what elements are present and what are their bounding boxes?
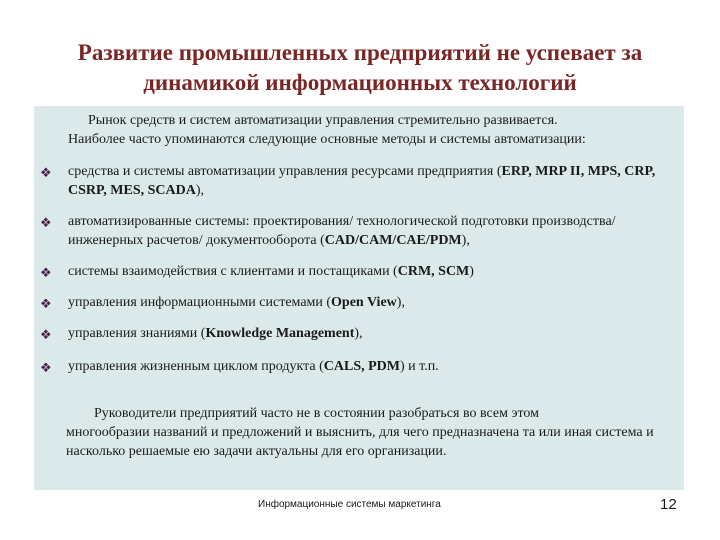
diamond-bullet-icon: ❖ (40, 265, 52, 280)
title-line-2: динамикой информационных технологий (143, 70, 577, 95)
list-item: ❖ управления жизненным циклом продукта (CALS, PDM) и т.п. (40, 359, 439, 375)
diamond-bullet-icon: ❖ (40, 360, 52, 375)
list-item: ❖ управления информационными системами (Open View), (40, 295, 405, 311)
intro-line-2: Наиболее часто упоминаются следующие основные методы и системы автоматизации: (68, 132, 586, 147)
conclusion-line-1: Руководители предприятий часто не в состоянии разобраться во всем этом (94, 406, 539, 421)
list-item: ❖ управления знаниями (Knowledge Management), (40, 326, 363, 342)
footer-text: Информационные системы маркетинга (258, 499, 441, 510)
content-panel (34, 106, 684, 490)
list-item: ❖ автоматизированные системы: проектирования/ технологической подготовки производства/ инженерных расчетов/ документооборота (CAD/CAM/CAE/PDM), (40, 214, 616, 248)
diamond-bullet-icon: ❖ (40, 296, 52, 311)
conclusion-rest: многообразии названий и предложений и выяснить, для чего предназначена та или иная система и насколько решаемые ею задачи актуальны для его организации. (66, 425, 654, 459)
diamond-bullet-icon: ❖ (40, 327, 52, 342)
slide-title (20, 38, 700, 98)
list-item: ❖ средства и системы автоматизации управления ресурсами предприятия (ERP, MRP II, MPS, CRP, CSRP, MES, SCADA), (40, 164, 656, 198)
conclusion-text (66, 404, 681, 461)
diamond-bullet-icon: ❖ (40, 215, 52, 230)
list-item: ❖ системы взаимодействия с клиентами и постащиками (CRM, SCM) (40, 264, 474, 280)
title-line-1: Развитие промышленных предприятий не успевает за (77, 40, 643, 65)
intro-line-1: Рынок средств и систем автоматизации управления стремительно развивается. (88, 113, 558, 128)
page-number: 12 (660, 496, 677, 513)
intro-text (68, 111, 678, 149)
diamond-bullet-icon: ❖ (40, 165, 52, 180)
